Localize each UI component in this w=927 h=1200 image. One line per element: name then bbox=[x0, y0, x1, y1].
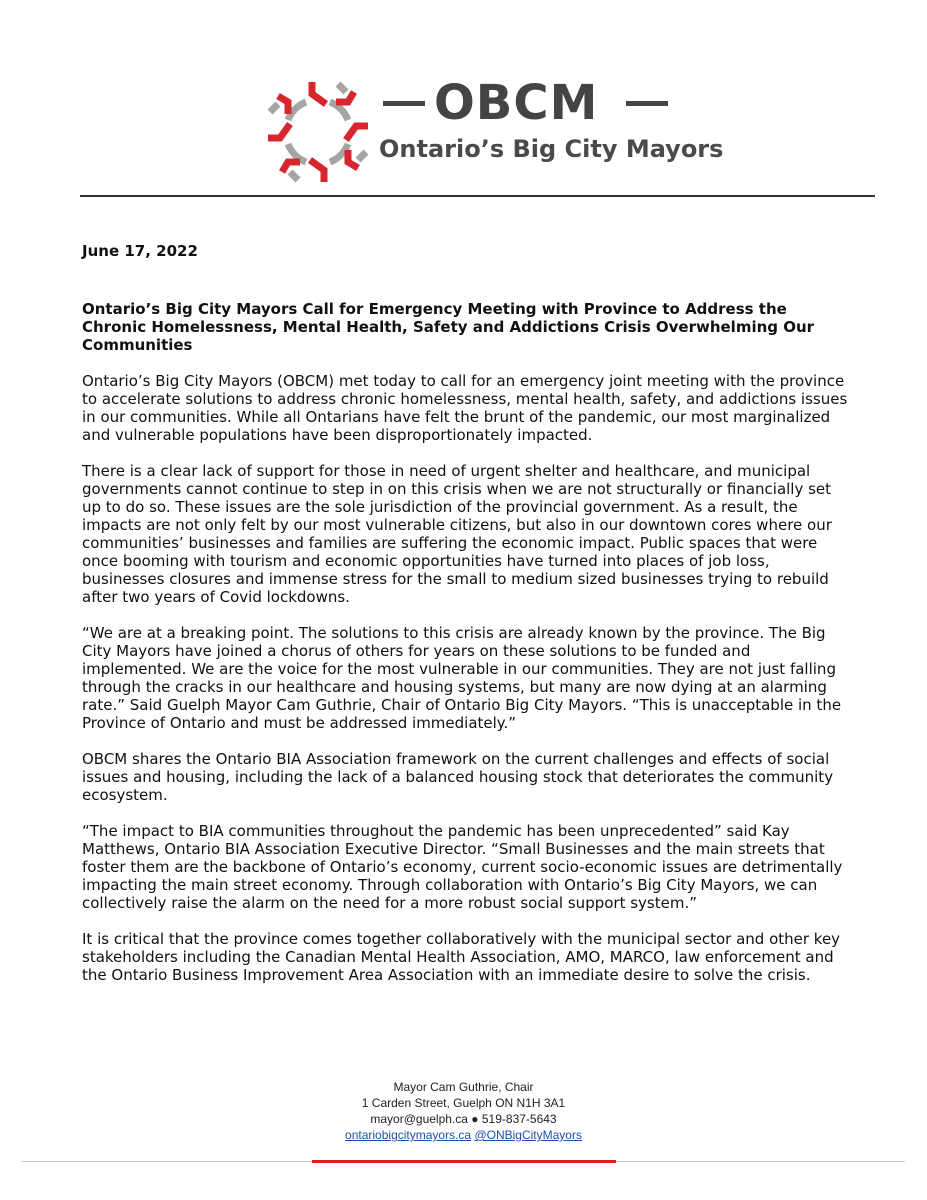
logo-acronym: OBCM bbox=[434, 75, 599, 131]
footer-address: 1 Carden Street, Guelph ON N1H 3A1 bbox=[361, 1096, 566, 1110]
paragraph-6: It is critical that the province comes together collaboratively with the municipal sector and other key stakeholders including the Canadian Mental Health Association, AMO, MARCO, law enforcement and the Ontario Business Improvement Area Association with an immediate desire to solve the crisis. bbox=[82, 930, 841, 984]
obcm-logo-icon bbox=[258, 72, 378, 192]
paragraph-2: There is a clear lack of support for those in need of urgent shelter and healthcare, and municipal governments cannot continue to step in on this crisis when we are not structurally or financially set up to do so. These issues are the sole jurisdiction of the provincial government. As a result, the impacts are not only felt by our most vulnerable citizens, but also in our downtown cores where our communities’ businesses and families are suffering the economic impact. Public spaces that were once booming with tourism and economic opportunities have turned into places of job loss, businesses closures and immense stress for the small to medium sized businesses trying to rebuild after two years of Covid lockdowns. bbox=[82, 462, 832, 606]
footer-signatory: Mayor Cam Guthrie, Chair bbox=[393, 1080, 534, 1094]
paragraph-1: Ontario’s Big City Mayors (OBCM) met today to call for an emergency joint meeting with the province to accelerate solutions to address chronic homelessness, mental health, safety, and addictions issues in our communities. While all Ontarians have felt the brunt of the pandemic, our most marginalized and vulnerable populations have been disproportionately impacted. bbox=[82, 372, 848, 444]
paragraph-3: “We are at a breaking point. The solutions to this crisis are already known by the province. The Big City Mayors have joined a chorus of others for years on these solutions to be funded and implemented. We are the voice for the most vulnerable in our communities. They are not just falling through the cracks in our healthcare and housing systems, but many are now dying at an alarming rate.” Said Guelph Mayor Cam Guthrie, Chair of Ontario Big City Mayors. “This is unacceptable in the Province of Ontario and must be addressed immediately.” bbox=[82, 624, 842, 732]
logo-subtitle: Ontario’s Big City Mayors bbox=[379, 135, 724, 163]
letter-headline: Ontario’s Big City Mayors Call for Emergency Meeting with Province to Address the Chronic Homelessness, Mental Health, Safety and Addictions Crisis Overwhelming Our Communities bbox=[82, 300, 815, 354]
footer-twitter-link[interactable]: @ONBigCityMayors bbox=[474, 1128, 582, 1142]
paragraph-5: “The impact to BIA communities throughout the pandemic has been unprecedented” said Kay Matthews, Ontario BIA Association Executive Director. “Small Businesses and the main streets that foster them are the backbone of Ontario’s economy, current socio-economic issues are detrimentally impacting the main street economy. Through collaboration with Ontario’s Big City Mayors, we can collectively raise the alarm on the need for a more robust social support system.” bbox=[82, 822, 843, 912]
logo-dash-right bbox=[626, 101, 668, 106]
letter-date: June 17, 2022 bbox=[82, 242, 198, 260]
footer-accent-bar bbox=[312, 1160, 616, 1163]
letter-body bbox=[82, 242, 852, 1002]
letter-footer bbox=[300, 1079, 627, 1143]
footer-website-link[interactable]: ontariobigcitymayors.ca bbox=[345, 1128, 472, 1142]
paragraph-4: OBCM shares the Ontario BIA Association framework on the current challenges and effects of social issues and housing, including the lack of a balanced housing stock that deteriorates the community ecosystem. bbox=[82, 750, 834, 804]
logo-dash-left bbox=[383, 101, 425, 106]
footer-contact: mayor@guelph.ca ● 519-837-5643 bbox=[370, 1112, 557, 1126]
header-divider bbox=[80, 195, 875, 197]
